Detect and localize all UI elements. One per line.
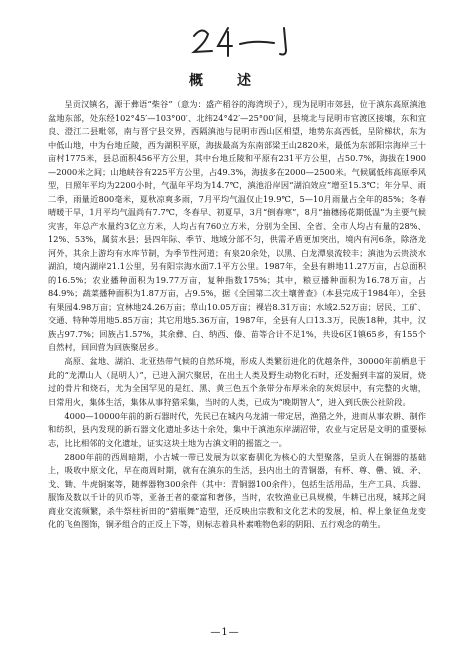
paragraph-bronze-age: 2800年前的西周暗期，小古城一带已发展为以家畜驯化为核心的大型聚落，呈贡人在铜器的基础上，吸收中原文化，早在商周时期，就有在滇东的生活，县内出土的青铜器，有杯、尊、罍、钺、矛、戈、锄、牛虎铜案等，随葬器物300余件（其中：青铜器100余件），包括生活用品，生产工具、兵器、服饰及数以千计的贝币等，亚备王者的豪富和奢侈，当时，农牧渔业已具规模，牛耕已出现，城邦之间商业交流频繁，杀牛祭柱祈田的“猎瓶舞”造型，还反映出宗教和文化艺术的发展，柏、桿上象征鱼龙变化的飞鱼图饰，铜矛组合的正反上下等，则标志着具朴素唯物色彩的阴阳、五行观念的萌生。 (48, 451, 426, 529)
body-text (48, 98, 426, 532)
paragraph-neolithic: 4000—10000年前的新石器时代，先民已在城内乌龙浦一带定居，渔猎之外，进而从事农耕、制作和纺织，县内发现的新石器文化遗址多达十余处，集中于滇池东岸湖沼带，农业与定居是文明的重要标志，比比相邻的文化遗址，证实这块土地为古滇文明的摇篮之一。 (48, 410, 426, 448)
paragraph-prehistoric: 高原、盆地、湖泊、北亚热带气候的自然环境，形成人类繁衍进化的优越条件，30000年前栖息于此的“龙潭山人（昆明人）”，已进入洞穴聚居，在出土人类及野生动物化石时，还发掘到丰富的炭屑，烧过的骨片和烧石，尤为全国罕见的是红、黑、黄三色五个条带分布厚米余的灰烬层中，有完整的火塘，日常用火，集体生活，集体从事狩猎采集，当时的人类，已成为“晚期智人”，进入到氏族公社阶段。 (48, 356, 426, 407)
handwritten-page-mark (188, 22, 298, 62)
chapter-title: 概 述 (189, 73, 261, 89)
page-number: —1— (210, 627, 240, 638)
handwritten-mark-drawing (188, 22, 298, 62)
paragraph-overview: 呈贡汉镇名，源于彝语“柴谷”（意为：盛产稻谷的海湾坝子），现为昆明市郊县，位于滇东高原滇池盆地东部，处东经102°45′—103°00′、北纬24°42′—25°00′间，县境北与昆明市官渡区接壤，东和宜良、澄江二县毗邻，南与晋宁县交界，西隔滇池与昆明市西山区相望，地势东高西低，呈阶梯状，东为中低山地，中为台地丘陵，西为湖积平原，海拔最高为东南部梁王山2820米，最低为东部阳宗海岸三十亩村1775米，县总面积456平方公里，其中台地丘陵和平原有231平方公里，占50.7%，海拔在1900—2000米之间；山地峡谷有225平方公里，占49.3%，海拔多在2000—2500米。气候属低纬高原季风型，日照年平均为2200小时，气温年平均为14.7℃，滇池沿岸因“湖泊效应”增至15.3℃；年分旱、雨二季，雨量近800毫米，夏秋凉爽多雨，7月平均气温仅止19.9℃，5—10月雨量占全年的85%；冬春晴暖干旱，1月平均气温尚有7.7℃，冬春早、初夏旱，3月“倒春寒”，8月“抽穗扬花期低温”为主要气候灾害，年总产水量约3亿立方米，人均占有760立方米，分别为全国、全省、全市人均占有量的28%、12%、53%，属贫水县；县四年际、季节、地域分部不匀，供需矛盾更加突出，境内有河6条，除洛龙河外，其余上游均有水库节制，为季节性河道；有泉20余处，以黑、白龙潭泉流较丰；滇池为云贵淡水湖泊，境内湖岸21.1公里，另有阳宗海水面7.1平方公里。1987年，全县有耕地11.27万亩，占总面积的16.5%；农业播种面积为19.77万亩，复种指数175%；其中，粮豆播种面积为16.78万亩，占84.9%；蔬菜播种面积为1.87万亩，占9.5%，据《全国第二次土壤普查》（本县完成于1984年），全县有果园4.98万亩；宜林地24.26万亩；草山10.05万亩；裸岩8.31万亩；水域2.52万亩；居民、工矿、交通、特种等用地5.85万亩；其它用地5.36万亩，1987年，全县有人口13.3万，民族18种，其中，汉族占97.7%；回族占1.57%，其余彝、白、纳西、傣、苗等合计不足1%，共设6区1镇65乡，有155个自然村，回回营为回族聚居乡。 (48, 99, 426, 352)
